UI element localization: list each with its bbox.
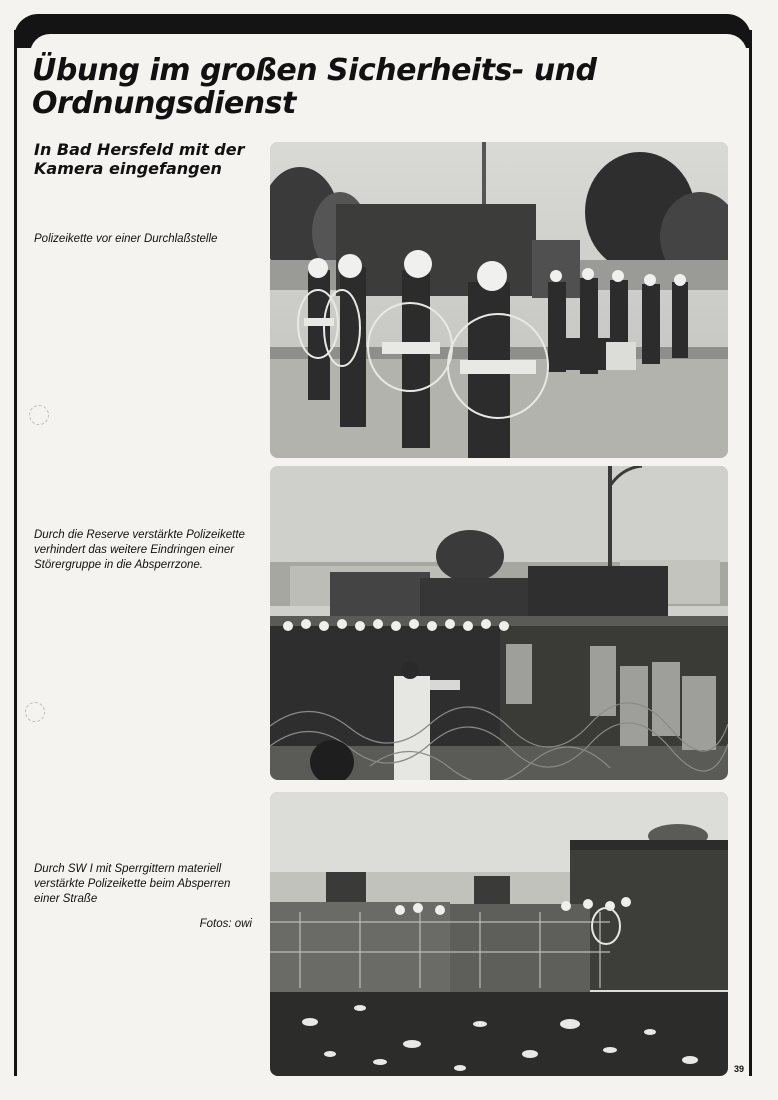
punch-hole-mark — [25, 702, 45, 722]
page-subtitle: In Bad Hersfeld mit der Kamera eingefangen — [34, 140, 245, 178]
photo-caption-1: Polizeikette vor einer Durchlaßstelle — [34, 233, 218, 245]
page-title: Übung im großen Sicherheits- und Ordnungsdienst — [32, 53, 597, 121]
photo-reserve-police-line — [270, 466, 728, 780]
photo-caption-3: Durch SW I mit Sperrgittern materiell verstärkte Polizeikette beim Absperren einer Straße — [34, 863, 231, 905]
top-banner-inner — [30, 34, 747, 54]
punch-hole-mark — [29, 405, 49, 425]
left-border-rule — [14, 30, 17, 1076]
photo-police-line-checkpoint — [270, 142, 728, 458]
right-border-rule — [749, 30, 752, 1076]
photo-caption-2: Durch die Reserve verstärkte Polizeikette verhindert das weitere Eindringen einer Störergruppe in die Absperrzone. — [34, 529, 245, 571]
photo-credit: Fotos: owi — [199, 918, 252, 930]
page-number: 39 — [734, 1064, 745, 1074]
photo-armored-vehicles-barricade — [270, 792, 728, 1076]
